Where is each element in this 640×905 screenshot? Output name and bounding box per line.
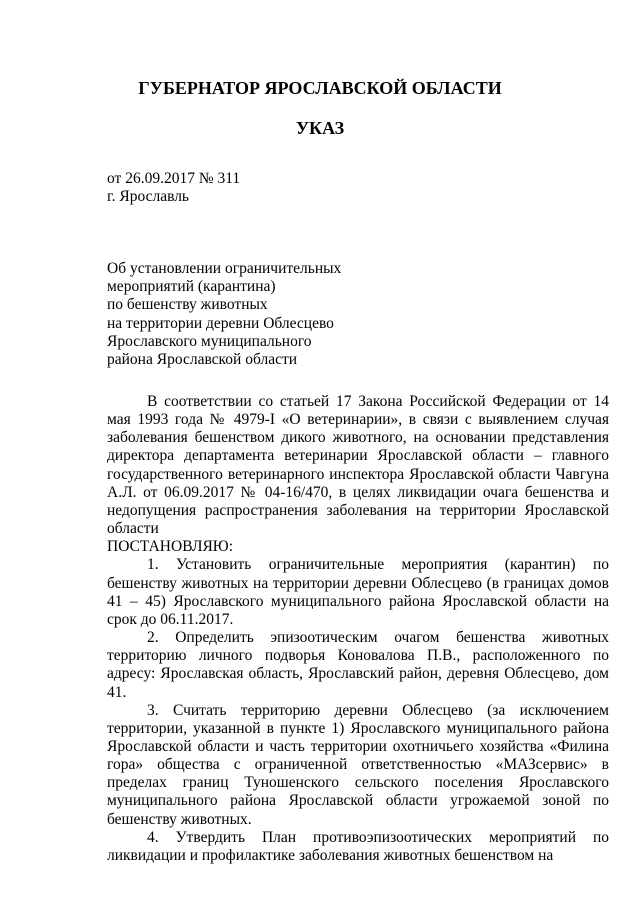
document-subject [107,260,341,369]
subject-line: Ярославского муниципального [107,332,312,350]
document-meta [107,170,240,206]
date-number: от 26.09.2017 № 311 [107,170,241,187]
subject-line: на территории деревни Облесцево [107,314,334,332]
subject-line: мероприятий (карантина) [107,278,276,296]
subject-line: района Ярославской области [107,351,298,369]
issuer-title: ГУБЕРНАТОР ЯРОСЛАВСКОЙ ОБЛАСТИ [138,78,502,98]
document-type-title: УКАЗ [295,118,345,138]
decree-item-4: 4. Утвердить План противоэпизоотических мероприятий по ликвидации и профилактике заболевания животных бешенством на [107,828,609,864]
decree-word: ПОСТАНОВЛЯЮ: [107,538,234,556]
subject-line: по бешенству животных [107,296,268,314]
document-body [107,393,609,865]
preamble-paragraph: В соответствии со статьей 17 Закона Российской Федерации от 14 мая 1993 года № 4979-I «О ветеринарии», в связи с выявлением случая заболевания бешенством дикого животного, на основании представления директора департамента ветеринарии Ярославской области – главного государственного ветеринарного инспектора Ярославской области Чавгуна А.Л. от 06.09.2017 № 04-16/470, в целях ликвидации очага бешенства и недопущения распространения заболевания на территории Ярославской области [107,393,609,538]
city: г. Ярославль [107,188,189,205]
decree-item-3: 3. Считать территорию деревни Облесцево (за исключением территории, указанной в пункте 1) Ярославского муниципального района Ярославской области и часть территории охотничьего хозяйства «Филина гора» общества с ограниченной ответственностью «МАЗсервис» в пределах границ Туношенского сельского поселения Ярославского муниципального района Ярославской области угрожаемой зоной по бешенству животных. [107,701,609,828]
subject-line: Об установлении ограничительных [107,260,342,277]
decree-item-1: 1. Установить ограничительные мероприятия (карантин) по бешенству животных на территории деревни Облесцево (в границах домов 41 – 45) Ярославского муниципального района Ярославской области на срок до 06.11.2017. [107,556,609,628]
decree-item-2: 2. Определить эпизоотическим очагом бешенства животных территорию личного подворья Коновалова П.В., расположенного по адресу: Ярославская область, Ярославский район, деревня Облесцево, дом 41. [107,629,609,701]
